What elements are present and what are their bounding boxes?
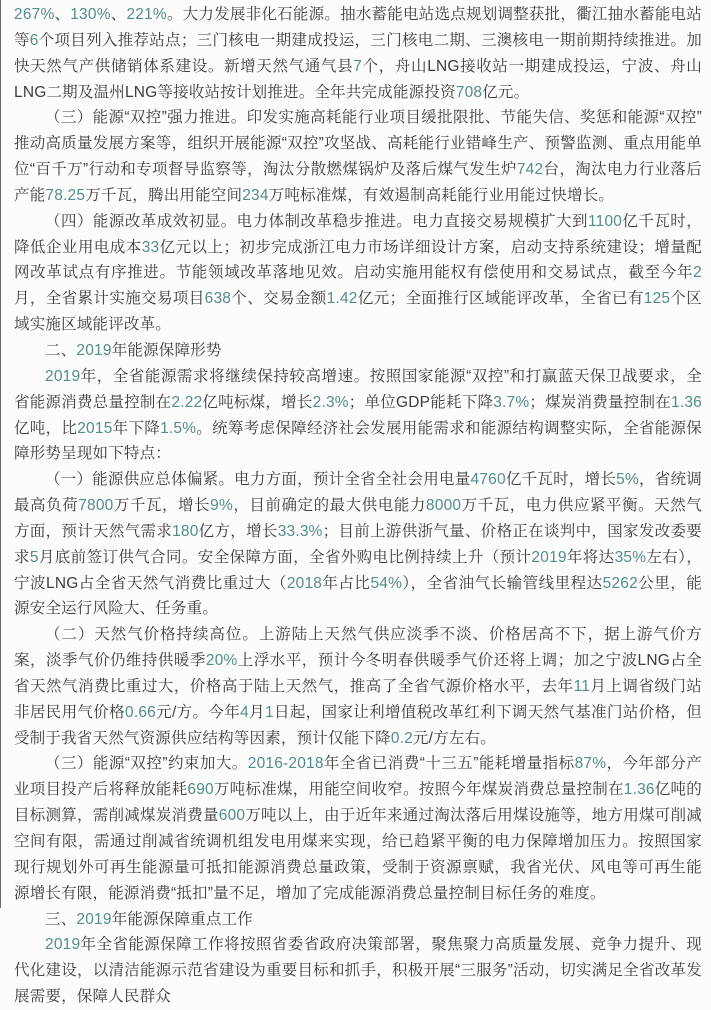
numeric-value: 2 <box>693 264 702 282</box>
numeric-value: 4760 <box>470 471 506 489</box>
numeric-value: 5262 <box>602 574 638 592</box>
numeric-value: 4 <box>240 703 249 721</box>
numeric-value: 2018 <box>286 574 323 592</box>
numeric-value: 8000 <box>425 497 462 515</box>
numeric-value: 1 <box>264 703 274 721</box>
numeric-value: 0.2 <box>390 729 413 747</box>
numeric-value: 11 <box>573 677 591 695</box>
numeric-value: 5 <box>29 548 39 566</box>
paragraph: （三）能源“双控”约束加大。2016-2018年全省已消费“十三五”能耗增量指标87%，今年部分产业项目投产后将释放能耗690万吨标准煤，用能空间收窄。按照今年煤炭消费总量控制在1.36亿吨的目标测算，需削减煤炭消费量600万吨以上，由于近年来通过淘汰落后用煤设施等，地方用煤可削减空间有限，需通过削减省统调机组发电用煤来实现，给已趋紧平衡的电力保障增加压力。按照国家现行规划外可再生能源量可抵扣能源消费总量政策，受制于资源禀赋，我省光伏、风电等可再生能源增长有限，能源消费“抵扣”量不足，增加了完成能源消费总量控制目标任务的难度。 <box>14 755 703 902</box>
numeric-value: 33 <box>141 238 160 256</box>
numeric-value: 2019 <box>45 367 81 385</box>
numeric-value: 78.25 <box>45 186 86 204</box>
numeric-value: 742 <box>516 161 544 179</box>
numeric-value: 1.42 <box>326 290 358 308</box>
numeric-value: 2.3% <box>312 393 349 411</box>
numeric-value: 3.7% <box>493 393 530 411</box>
numeric-value: 5% <box>616 471 639 489</box>
numeric-value: 221% <box>126 6 167 23</box>
numeric-value: 2016-2018 <box>247 755 324 773</box>
numeric-value: 267% <box>14 6 55 23</box>
paragraph: （一）能源供应总体偏紧。电力方面，预计全省全社会用电量4760亿千瓦时，增长5%，省统调最高负荷7800万千瓦，增长9%，目前确定的最大供电能力8000万千瓦，电力供应紧平衡。天然气方面，预计天然气需求180亿方，增长33.3%；目前上游供浙气量、价格正在谈判中，国家发改委要求5月底前签订供气合同。安全保障方面，全省外购电比例持续上升（预计2019年将达35%左右），宁波LNG占全省天然气消费比重过大（2018年占比54%），全省油气长输管线里程达5262公里，能源安全运行风险大、任务重。 <box>14 471 703 618</box>
numeric-value: 7800 <box>78 497 114 515</box>
numeric-value: 2.22 <box>171 393 203 411</box>
paragraph: （二）天然气价格持续高位。上游陆上天然气供应淡季不淡、价格居高不下，据上游气价方案，淡季气价仍维持供暖季20%上浮水平，预计今冬明春供暖季气价还将上调；加之宁波LNG占全省天然气消费比重过大，价格高于陆上天然气，推高了全省气源价格水平，去年11月上调省级门站非居民用气价格0.66元/方。今年4月1日起，国家让利增值税改革红利下调天然气基准门站价格，但受制于我省天然气资源供应结构等因素，预计仅能下降0.2元/方左右。 <box>14 626 703 747</box>
numeric-value: 54% <box>370 574 403 592</box>
paragraph: 2019年全省能源保障工作将按照省委省政府决策部署，聚焦聚力高质量发展、竞争力提升、现代化建设，以清洁能源示范省建设为重要目标和抓手，积极开展“三服务”活动，切实满足全省改革发展需要，保障人民群众 <box>14 936 702 1006</box>
numeric-value: 234 <box>242 186 269 204</box>
numeric-value: 35% <box>614 548 647 566</box>
numeric-value: 0.66 <box>125 703 156 721</box>
numeric-value: 1.5% <box>160 419 197 437</box>
numeric-value: 600 <box>218 807 246 825</box>
numeric-value: 2019 <box>531 548 567 566</box>
paragraph: 2019年，全省能源需求将继续保持较高增速。按照国家能源“双控”和打赢蓝天保卫战要求，全省能源消费总量控制在2.22亿吨标煤，增长2.3%；单位GDP能耗下降3.7%；煤炭消费量控制在1.36亿吨，比2015年下降1.5%。统筹考虑保障经济社会发展用能需求和能源结构调整实际，全省能源保障形势呈现如下特点： <box>14 367 702 463</box>
numeric-value: 180 <box>172 522 199 540</box>
numeric-value: 6 <box>29 31 39 49</box>
numeric-value: 125 <box>643 290 671 308</box>
paragraph: （四）能源改革成效初显。电力体制改革稳步推进。电力直接交易规模扩大到1100亿千瓦时，降低企业用电成本33亿元以上；初步完成浙江电力市场详细设计方案，启动支持系统建设；增量配网改革试点有序推进。节能领域改革落地见效。启动实施用能权有偿使用和交易试点，截至今年2月，全省累计实施交易项目638个、交易金额1.42亿元；全面推行区域能评改革，全省已有125个区域实施区域能评改革。 <box>14 212 703 334</box>
section-heading: 二、2019年能源保障形势 <box>45 341 222 359</box>
paragraph: 267%、130%、221%。大力发展非化石能源。抽水蓄能电站选点规划调整获批，衢江抽水蓄能电站等6个项目列入推荐站点；三门核电一期建成投运，三门核电二期、三澳核电一期前期持续推进。加快天然气产供储销体系建设。新增天然气通气县7个，舟山LNG接收站一期建成投运，宁波、舟山LNG二期及温州LNG等接收站按计划推进。全年共完成能源投资708亿元。 <box>14 6 702 101</box>
numeric-value: 1.36 <box>623 781 655 799</box>
numeric-value: 708 <box>455 83 483 101</box>
numeric-value: 2019 <box>45 936 81 954</box>
paragraph: （三）能源“双控”强力推进。印发实施高耗能行业项目缓批限批、节能失信、奖惩和能源“双控”推动高质量发展方案等，组织开展能源“双控”攻坚战、高耗能行业错峰生产、预警监测、重点用能单位“百千万”行动和专项督导监察等，淘汰分散燃煤锅炉及落后煤气发生炉742台，淘汰电力行业落后产能78.25万千瓦，腾出用能空间234万吨标准煤，有效遏制高耗能行业用能过快增长。 <box>14 109 702 204</box>
numeric-value: 1.36 <box>671 393 702 411</box>
numeric-value: 638 <box>204 290 232 308</box>
numeric-value: 9% <box>210 497 233 515</box>
numeric-value: 7 <box>353 57 363 75</box>
section-heading: 三、2019年能源保障重点工作 <box>45 910 254 928</box>
numeric-value: 2015 <box>77 419 113 437</box>
numeric-value: 87% <box>574 755 607 773</box>
numeric-value: 2019 <box>76 341 112 359</box>
numeric-value: 690 <box>187 781 214 799</box>
numeric-value: 1100 <box>587 212 623 230</box>
numeric-value: 20% <box>205 652 238 670</box>
numeric-value: 33.3% <box>277 522 323 540</box>
numeric-value: 130% <box>70 6 111 23</box>
numeric-value: 2019 <box>76 910 112 928</box>
